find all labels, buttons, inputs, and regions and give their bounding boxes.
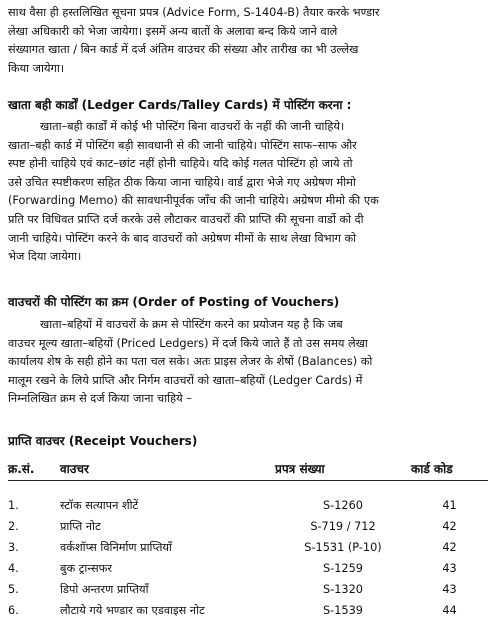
serial-cell: 2.: [8, 520, 19, 533]
paragraph-line: खाता–बही कार्डों में कोई भी पोस्टिंग बिना वाउचरों के नहीं की जानी चाहिये।: [40, 120, 345, 133]
form-number-cell: S-1259: [323, 562, 363, 575]
paragraph-line: निम्नलिखित क्रम से दर्ज किया जाना चाहिये –: [8, 392, 192, 406]
intro-line: संख्यागत खाता / बिन कार्ड में दर्ज अंतिम वाउचर की संख्या और तारीख का भी उल्लेख: [8, 43, 359, 57]
paragraph-line: भेज दिया जायेगा।: [8, 250, 82, 264]
paragraph-line: प्रति पर विधिवत प्राप्ति दर्ज करके उसे लौटाकर वाउचरों की प्राप्ति की सूचना वार्डो को दी: [8, 212, 364, 226]
paragraph-line: खाता–बही कार्ड में पोस्टिंग बड़ी सावधानी से की जानी चाहिये। पोस्टिंग साफ–साफ और: [8, 138, 357, 152]
paragraph-line: वाउचर मूल्य खाता–बहियों (Priced Ledgers) में दर्ज किये जाते हैं तो उस समय लेखा: [8, 336, 368, 350]
table-row: [8, 537, 488, 558]
serial-cell: 6.: [8, 604, 19, 617]
form-number-cell: S-1320: [323, 583, 363, 596]
column-header-form-number: प्रपत्र संख्या: [275, 458, 411, 481]
voucher-cell: प्राप्ति नोट: [60, 520, 101, 533]
intro-line: लेखा अधिकारी को भेजा जायेगा। इसमें अन्य बातों के अलावा बन्द किये जाने वाले: [8, 24, 338, 38]
table-row: [8, 558, 488, 579]
column-header-card-code: कार्ड कोड: [411, 458, 488, 481]
ledger-posting-paragraph: [8, 118, 492, 267]
card-code-cell: 41: [442, 499, 457, 512]
card-code-cell: 43: [442, 583, 457, 596]
voucher-cell: डिपो अन्तरण प्राप्तियाँ: [60, 583, 149, 596]
card-code-cell: 42: [442, 541, 457, 554]
serial-cell: 5.: [8, 583, 19, 596]
table-row: [8, 600, 488, 621]
voucher-cell: वर्कशॉप्स विनिर्माण प्राप्तियाँ: [60, 541, 172, 554]
paragraph-line: (Forwarding Memo) की सावधानीपूर्वक जाँच की जानी चाहिये। अग्रेषण मीमो की एक: [8, 194, 379, 208]
section-heading-ledger-posting: खाता बही कार्डों (Ledger Cards/Talley Cards) में पोस्टिंग करना :: [8, 98, 352, 112]
voucher-cell: स्टॉक सत्यापन शीटें: [60, 499, 139, 512]
receipt-vouchers-heading: प्राप्ति वाउचर (Receipt Vouchers): [8, 434, 198, 448]
serial-cell: 1.: [8, 499, 19, 512]
column-header-voucher: वाउचर: [60, 458, 275, 481]
paragraph-line: कार्यालय शेष के सही होने का पता चल सके। अतः प्राइस लेजर के शेषों (Balances) को: [8, 355, 373, 369]
voucher-cell: लौटाये गये भण्डार का एडवाइस नोट: [60, 604, 205, 617]
intro-line: साथ वैसा ही हस्तलिखित सूचना प्रपत्र (Advice Form, S-1404-B) तैयार करके भण्डार: [8, 6, 380, 19]
serial-cell: 4.: [8, 562, 19, 575]
receipt-vouchers-table: [8, 458, 488, 621]
paragraph-line: मालूम रखने के लिये प्राप्ति और निर्गम वाउचरों को खाता–बहियों (Ledger Cards) में: [8, 373, 363, 387]
intro-paragraph: [8, 4, 492, 78]
posting-order-paragraph: [8, 316, 492, 409]
paragraph-line: खाता–बहियों में वाउचरों के क्रम से पोस्टिंग करने का प्रयोजन यह है कि जब: [40, 318, 343, 331]
table-header-row: [8, 458, 488, 481]
form-number-cell: S-1531 (P-10): [304, 541, 382, 554]
card-code-cell: 43: [442, 562, 457, 575]
form-number-cell: S-719 / 712: [310, 520, 376, 533]
paragraph-line: स्पष्ट होनी चाहिये एवं काट–छांट नहीं होनी चाहिये। यदि कोई गलत पोस्टिंग हो जाये तो: [8, 157, 353, 171]
form-number-cell: S-1539: [323, 604, 363, 617]
section-heading-posting-order: वाउचरों की पोस्टिंग का क्रम (Order of Posting of Vouchers): [8, 295, 340, 309]
voucher-cell: बुक ट्रान्सफर: [60, 562, 112, 575]
table-row: [8, 516, 488, 537]
table-row: [8, 579, 488, 600]
form-number-cell: S-1260: [323, 499, 363, 512]
card-code-cell: 44: [442, 604, 457, 617]
column-header-serial: क्र.सं.: [8, 458, 60, 481]
paragraph-line: उसे उचित स्पष्टीकरण सहित ठीक किया जाना चाहिये। वार्ड द्वारा भेजे गए अग्रेषण मीमो: [8, 175, 356, 189]
card-code-cell: 42: [442, 520, 457, 533]
intro-line: किया जायेगा।: [8, 61, 65, 75]
paragraph-line: जानी चाहिये। पोस्टिंग करने के बाद वाउचरों को अग्रेषण मीमों के साथ लेखा विभाग को: [8, 231, 357, 245]
serial-cell: 3.: [8, 541, 19, 554]
table-row: [8, 481, 488, 517]
